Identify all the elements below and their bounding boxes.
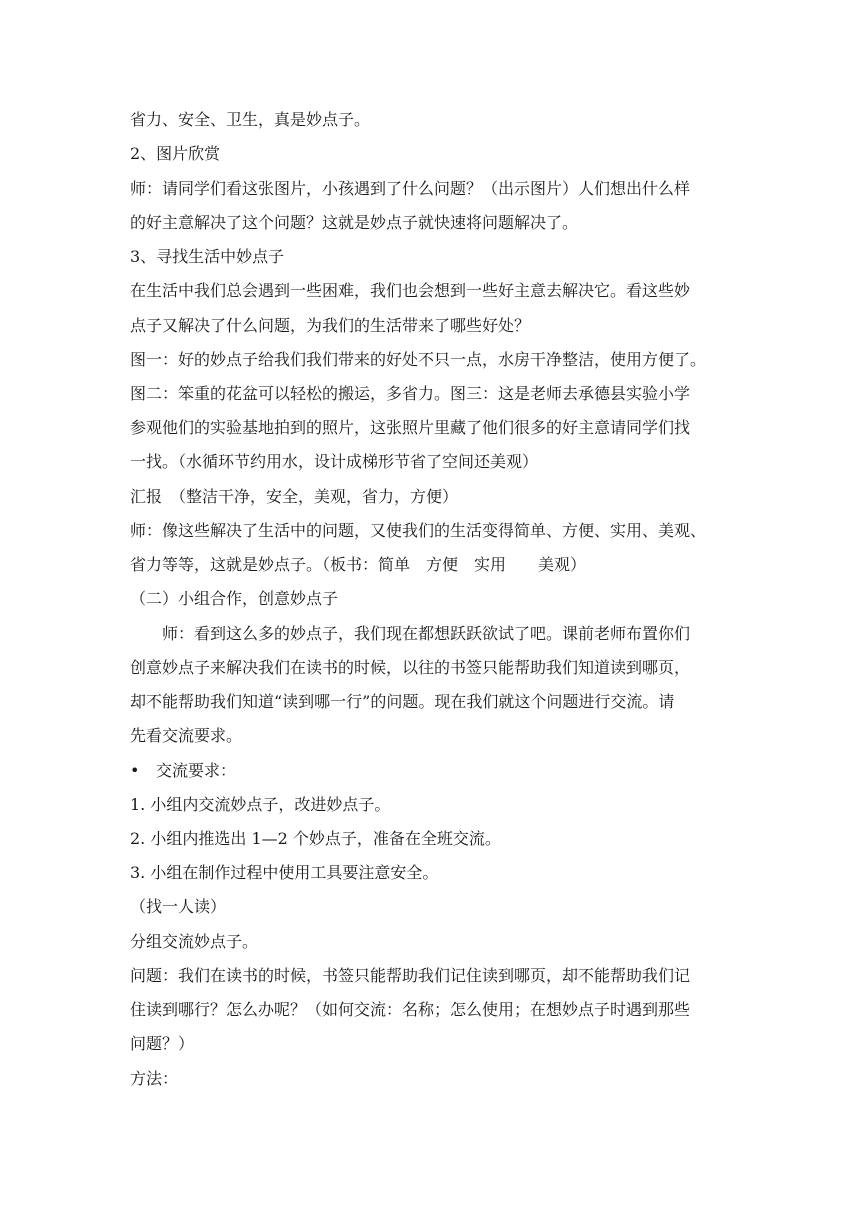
list-item: 2. 小组内推选出 1—2 个妙点子，准备在全班交流。 — [130, 829, 501, 848]
list-item: 3. 小组在制作过程中使用工具要注意安全。 — [130, 863, 439, 882]
paragraph-line: 却不能帮助我们知道“读到哪一行”的问题。现在我们就这个问题进行交流。请 — [130, 692, 675, 711]
section-heading: 2、图片欣赏 — [130, 144, 221, 163]
paragraph-line: 问题：我们在读书的时候，书签只能帮助我们记住读到哪页，却不能帮助我们记 — [130, 966, 691, 985]
paragraph-line: 的好主意解决了这个问题？这就是妙点子就快速将问题解决了。 — [130, 213, 579, 232]
paragraph-line: 创意妙点子来解决我们在读书的时候，以往的书签只能帮助我们知道读到哪页， — [130, 658, 691, 677]
paragraph-line: 师：像这些解决了生活中的问题，又使我们的生活变得简单、方便、实用、美观、 — [130, 521, 707, 540]
paragraph-line: 师：请同学们看这张图片，小孩遇到了什么问题？（出示图片）人们想出什么样 — [130, 179, 691, 198]
bullet-text: 交流要求： — [156, 761, 237, 780]
paragraph-line: 图二：笨重的花盆可以轻松的搬运，多省力。图三：这是老师去承德县实验小学 — [130, 384, 691, 403]
paragraph-line: 省力等等，这就是妙点子。（板书：简单 方便 实用 美观） — [130, 555, 587, 574]
paragraph-line: 省力、安全、卫生，真是妙点子。 — [130, 110, 371, 129]
paragraph-line: 师：看到这么多的妙点子，我们现在都想跃跃欲试了吧。课前老师布置你们 — [162, 624, 691, 643]
paragraph-line: 一找。（水循环节约用水，设计成梯形节省了空间还美观） — [130, 452, 539, 471]
section-heading: 3、寻找生活中妙点子 — [130, 247, 285, 266]
paragraph-line: 问题？） — [130, 1034, 195, 1053]
section-heading: （二）小组合作，创意妙点子 — [130, 589, 339, 608]
list-item: 1. 小组内交流妙点子，改进妙点子。 — [130, 795, 391, 814]
paragraph-line: 先看交流要求。 — [130, 726, 243, 745]
paragraph-line: 汇报 （整洁干净，安全，美观，省力，方便） — [130, 487, 459, 506]
paragraph-line: 图一：好的妙点子给我们我们带来的好处不只一点，水房干净整洁，使用方便了。 — [130, 350, 707, 369]
paragraph-line: 在生活中我们总会遇到一些困难，我们也会想到一些好主意去解决它。看这些妙 — [130, 281, 691, 300]
bullet-icon: • — [130, 761, 140, 780]
paragraph-line: （找一人读） — [130, 897, 227, 916]
paragraph-line: 住读到哪行？怎么办呢？（如何交流：名称；怎么使用；在想妙点子时遇到那些 — [130, 1000, 691, 1019]
paragraph-line: 分组交流妙点子。 — [130, 932, 259, 951]
paragraph-line: 参观他们的实验基地拍到的照片，这张照片里藏了他们很多的好主意请同学们找 — [130, 418, 691, 437]
paragraph-line: 点子又解决了什么问题，为我们的生活带来了哪些好处？ — [130, 316, 531, 335]
paragraph-line: 方法： — [130, 1069, 179, 1088]
